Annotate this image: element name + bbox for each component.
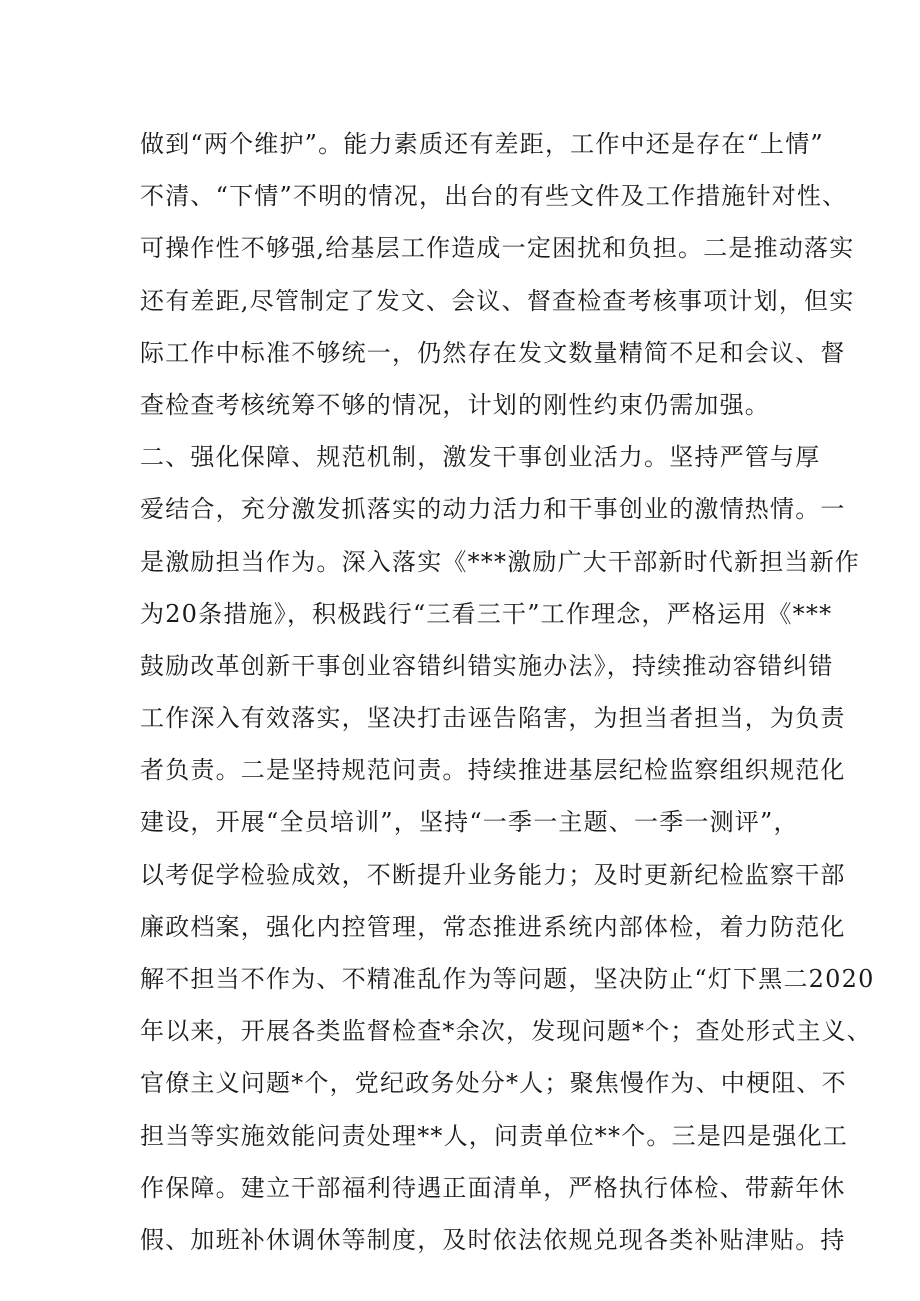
text-line: 鼓励改革创新干事创业容错纠错实施办法》，持续推动容错纠错 [140,651,834,680]
text-line: 年以来，开展各类监督检查*余次，发现问题*个；查处形式主义、 [140,1017,872,1046]
text-line: 二、强化保障、规范机制，激发干事创业活力。坚持严管与厚 [140,443,821,472]
text-line: 者负责。二是坚持规范问责。持续推进基层纪检监察组织规范化 [140,756,846,785]
text-line: 官僚主义问题*个，党纪政务处分*人；聚焦慢作为、中梗阻、不 [140,1069,847,1098]
text-line: 为20条措施》，积极践行“三看三干”工作理念，严格运用《*** [140,599,833,628]
text-line: 以考促学检验成效，不断提升业务能力；及时更新纪检监察干部 [140,860,846,889]
text-line: 担当等实施效能问责处理**人，问责单位**个。三是四是强化工 [140,1121,848,1150]
text-line: 廉政档案，强化内控管理，常态推进系统内部体检，着力防范化 [140,912,846,941]
text-line: 建设，开展“全员培训”，坚持“一季一主题、一季一测评”， [140,808,799,837]
text-line: 假、加班补休调休等制度，及时依法依规兑现各类补贴津贴。持 [140,1225,846,1254]
text-line: 做到“两个维护”。能力素质还有差距，工作中还是存在“上情” [140,130,824,158]
text-line: 可操作性不够强,给基层工作造成一定困扰和负担。二是推动落实 [140,234,855,263]
text-line: 际工作中标准不够统一，仍然存在发文数量精简不足和会议、督 [140,338,846,367]
text-line: 查检查考核统筹不够的情况，计划的刚性约束仍需加强。 [140,390,770,419]
text-line: 是激励担当作为。深入落实《***激励广大干部新时代新担当新作 [140,547,860,576]
text-line: 解不担当不作为、不精准乱作为等问题，坚决防止“灯下黑二2020 [140,965,875,993]
body-text [140,118,875,1266]
text-line: 还有差距,尽管制定了发文、会议、督查检查考核事项计划，但实 [140,286,855,315]
text-line: 作保障。建立干部福利待遇正面清单，严格执行体检、带薪年休 [140,1173,846,1202]
text-line: 不清、“下情”不明的情况，出台的有些文件及工作措施针对性、 [140,182,848,211]
text-line: 工作深入有效落实，坚决打击诬告陷害，为担当者担当，为负责 [140,704,846,733]
text-line: 爱结合，充分激发抓落实的动力活力和干事创业的激情热情。一 [140,495,846,524]
